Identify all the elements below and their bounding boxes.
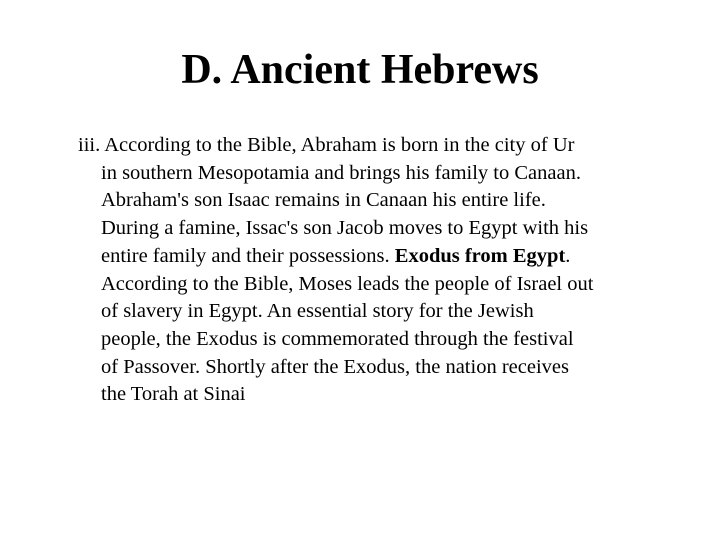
body-line-1: iii. According to the Bible, Abraham is born in the city of Ur [78,134,575,156]
body-line-5-text: entire family and their possessions. [101,244,390,267]
body-line-10: the Torah at Sinai [101,383,246,406]
exodus-heading: Exodus from Egypt [394,244,566,267]
slide-body [78,132,698,409]
body-line-8: people, the Exodus is commemorated through the festival [101,327,574,350]
exodus-heading-period: . [565,244,571,267]
body-line-4: During a famine, Issac's son Jacob moves to Egypt with his [101,217,589,240]
body-line-7: of slavery in Egypt. An essential story for the Jewish [101,300,534,323]
body-line-5 [78,243,698,271]
body-line-6: According to the Bible, Moses leads the people of Israel out [101,272,594,295]
body-line-3: Abraham's son Isaac remains in Canaan his entire life. [101,189,546,212]
body-line-9: of Passover. Shortly after the Exodus, the nation receives [101,355,569,378]
body-line-2: in southern Mesopotamia and brings his family to Canaan. [101,161,581,184]
slide-title: D. Ancient Hebrews [181,47,539,93]
